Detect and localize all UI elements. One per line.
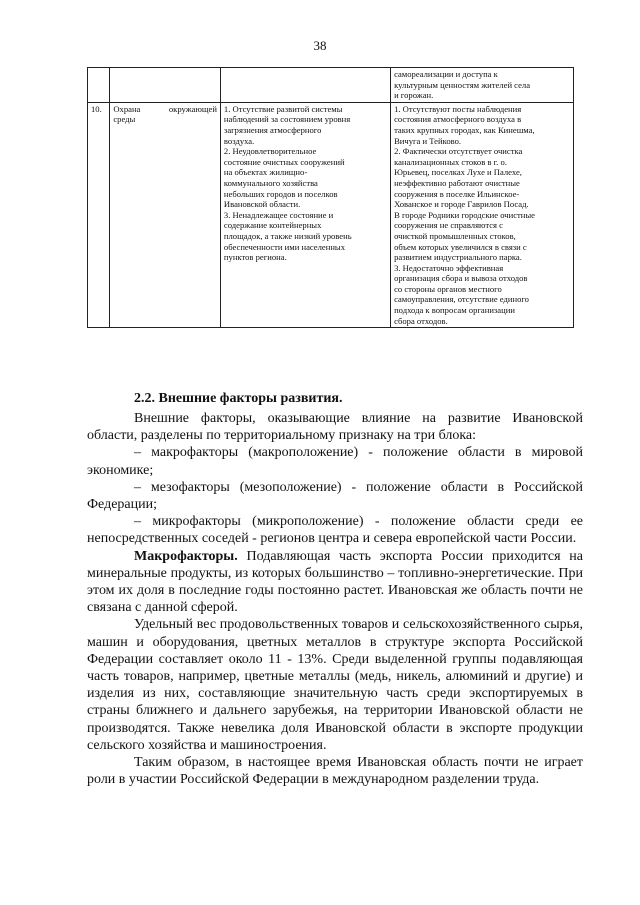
cell-line: 3. Недостаточно эффективная xyxy=(394,262,504,273)
list-item: – мезофакторы (мезоположение) - положение области в Российской Федерации; xyxy=(87,479,583,513)
cell-line: коммунального хозяйства xyxy=(223,177,318,188)
list-item: – микрофакторы (микроположение) - положение области среди ее непосредственных соседей - регионов центра и севера европейской части России. xyxy=(87,514,583,547)
cell-line: 1. Отсутствие развитой системы xyxy=(223,103,343,114)
row-number-cell xyxy=(88,68,110,103)
row-name-cell xyxy=(110,68,221,103)
measures-table xyxy=(87,67,574,328)
cell-line: наблюдений за состоянием уровня xyxy=(223,114,351,125)
intro-paragraph: Внешние факторы, оказывающие влияние на развитие Ивановской области, разделены по территориальному признаку на три блока: xyxy=(87,411,583,444)
cell-line: В городе Родники городские очистные xyxy=(394,209,535,220)
cell-line: сбора отходов. xyxy=(394,315,448,326)
cell-line: площадок, а также низкий уровень xyxy=(223,230,352,241)
cell-line: культурным ценностям жителей села xyxy=(394,79,531,90)
cell-line: организация сбора и вывоза отходов xyxy=(394,273,528,284)
page-number: 38 xyxy=(313,38,327,53)
cell-line: состояние очистных сооружений xyxy=(223,156,345,167)
cell-line: сооружения не справляются с xyxy=(394,220,503,231)
problems-cell xyxy=(220,102,390,327)
cell-line: воздуха. xyxy=(223,135,255,146)
cell-line: подхода к вопросам организации xyxy=(394,305,515,316)
cell-line: объем которых увеличился в связи с xyxy=(394,241,527,252)
row-number-cell: 10. xyxy=(88,102,110,327)
export-paragraph: Удельный вес продовольственных товаров и сельскохозяйственного сырья, машин и оборудования, цветных металлов в структуре экспорта Российской Федерации составляет около 11 - 13%. Среди выделенной группы подавляющая часть товаров, например, цветные металлы (медь, никель, алюминий и другие) и изделия из них, составляющие значительную часть среди экспортируемых в страны ближнего и дальнего зарубежья, на территории Ивановской области не производятся. Также невелика доля Ивановской области в экспорте продукции сельского хозяйства и машиностроения. xyxy=(87,617,583,753)
cell-line: Вичуга и Тейково. xyxy=(394,135,462,146)
cell-line: среды xyxy=(113,114,136,125)
cell-line: на объектах жилищно- xyxy=(223,167,308,178)
cell-line: Ивановской области. xyxy=(223,199,301,210)
cell-line: канализационных стоков в г. о. xyxy=(394,156,507,167)
cell-line: очисткой промышленных стоков, xyxy=(394,230,516,241)
cell-line: обеспеченности ими населенных xyxy=(223,241,345,252)
macro-text: Подавляющая часть экспорта России приходится на минеральные продукты, из которых большинство – топливно-энергетические. При этом их доля в последние годы постоянно растет. Ивановская же область почти не связана с данной сферой. xyxy=(87,548,583,616)
list-item: – макрофакторы (макроположение) - положение области в мировой экономике; xyxy=(87,445,583,478)
macro-label: Макрофакторы. xyxy=(134,548,238,564)
solutions-cell xyxy=(391,68,574,103)
row-name-cell xyxy=(110,102,221,327)
cell-line: со стороны органов местного xyxy=(394,283,502,294)
cell-line: самореализации и доступа к xyxy=(394,69,498,79)
cell-line: небольших городов и поселков xyxy=(223,188,338,199)
section-heading: 2.2. Внешние факторы развития. xyxy=(134,391,343,406)
cell-line: Хованское и городе Гаврилов Посад. xyxy=(394,199,529,210)
solutions-cell xyxy=(391,102,574,327)
cell-line: состояния атмосферного воздуха в xyxy=(394,114,522,125)
cell-line: загрязнения атмосферного xyxy=(223,124,322,135)
cell-line: 2. Фактически отсутствует очистка xyxy=(394,146,523,157)
conclusion-paragraph: Таким образом, в настоящее время Ивановская область почти не играет роли в участии Российской Федерации в международном разделении труда. xyxy=(87,755,583,788)
cell-line: Охрана окружающей xyxy=(113,103,217,114)
table-row xyxy=(88,68,574,103)
section-body xyxy=(87,410,583,788)
cell-line: 3. Ненадлежащее состояние и xyxy=(223,209,334,220)
cell-line: Юрьевец, поселках Лухе и Палехе, xyxy=(394,167,522,178)
cell-line: содержание контейнерных xyxy=(223,220,322,231)
cell-line: пунктов региона. xyxy=(223,252,287,263)
cell-line: 2. Неудовлетворительное xyxy=(223,146,317,157)
cell-line: сооружения в поселке Ильинское- xyxy=(394,188,520,199)
cell-line: таких крупных городах, как Кинешма, xyxy=(394,124,535,135)
cell-line: развитием индустриального парка. xyxy=(394,252,522,263)
cell-line: 1. Отсутствуют посты наблюдения xyxy=(394,103,522,114)
problems-cell xyxy=(220,68,390,103)
macro-paragraph xyxy=(87,548,583,617)
cell-line: и горожан. xyxy=(394,90,434,101)
cell-line: самоуправления, отсутствие единого xyxy=(394,294,529,305)
cell-line: неэффективно работают очистные xyxy=(394,177,520,188)
table-row xyxy=(88,102,574,327)
